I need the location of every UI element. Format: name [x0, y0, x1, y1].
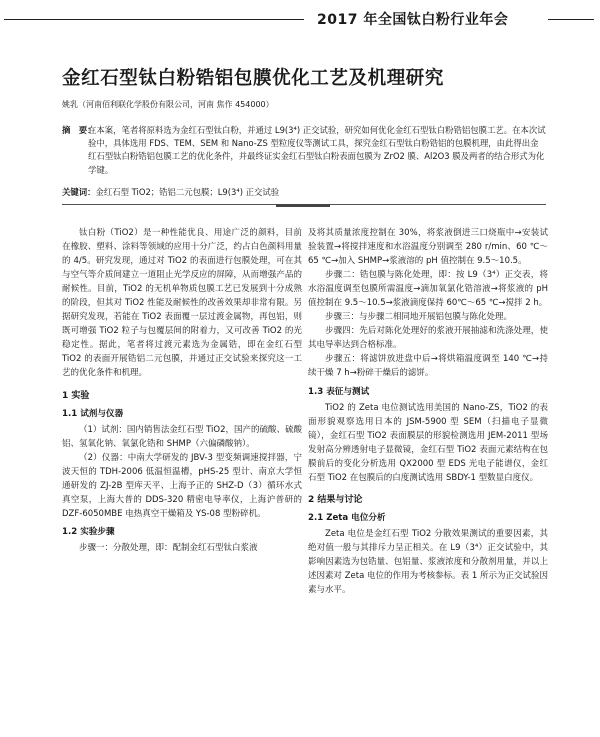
step1-continued: 及将其质量浓度控制在 30%，将浆液倒进三口烧瓶中→安装试验装置→将搅拌速度和水浴温度分别调至 280 r/min、60 ℃～65 ℃→加入 SHMP→浆液溶的 pH 值控制在 9.5～10.5。: [308, 228, 548, 267]
section-1-title: 1 实验: [62, 390, 90, 401]
abstract-label: 摘 要：: [62, 125, 96, 135]
left-column: [62, 226, 302, 555]
right-column: [308, 226, 548, 597]
divider-mark: [276, 204, 330, 207]
zeta-paragraph: Zeta 电位是金红石型 TiO2 分散效果测试的重要因素，其绝对值一般与其排斥力呈正相关。在 L9（3⁴）正交试验中，其影响因素选为包锆量、包铝量、浆液浓度和分散剂用量，并以上述因素对 Zeta 电位的作用为考核参标。表 1 所示为正交试验因素与水平。: [308, 528, 548, 596]
subsection-2-1-title: 2.1 Zeta 电位分析: [308, 512, 386, 523]
keywords-text: 金红石型 TiO2；锆铝二元包膜；L9(3⁴) 正交试验: [95, 187, 280, 197]
author-affiliation: 姚乳（河南佰利联化学股份有限公司，河南 焦作 454000）: [62, 100, 274, 109]
step1-paragraph: 步骤一：分散处理，即：配制金红石型钛白浆液: [79, 542, 258, 553]
paper-title: 金红石型钛白粉锆铝包膜优化工艺及机理研究: [62, 68, 445, 89]
step5-paragraph: 步骤五：将滤饼放进盘中后→将烘箱温度调至 140 ℃→持续干燥 7 h→粉碎干燥后的滤饼。: [308, 354, 548, 379]
section-divider: [62, 204, 546, 205]
header-rule-right: [548, 19, 594, 20]
conference-title: 2017 年全国钛白粉行业年会: [314, 9, 511, 29]
step3-paragraph: 步骤三：与步骤二相同地开展铝包膜与陈化处理。: [325, 312, 513, 323]
step2-paragraph: 步骤二：锆包膜与陈化处理，即：按 L9（3⁴）正交表，将水浴温度调至包膜所需温度→滴加氧氯化锆溶液→将浆液的 pH 值控制在 9.5～10.5→浆液滴度保持 60℃～65 ℃→搅拌 2 h。: [308, 270, 548, 309]
characterization-paragraph: TiO2 的 Zeta 电位测试选用美国的 Nano-ZS，TiO2 的表面形貌观察选用日本的 JSM-5900 型 SEM（扫描电子显微镜），金红石型 TiO2 表面膜层的形貌检测选用 JEM-2011 型场发射高分辨透射电子显微镜，金红石型 TiO2 表面元素结构在包膜前后的变化分析选用 QX2000 型 EDS 光电子能谱仪，金红石型 TiO2 在包膜后的白度测试选用 SBDY-1 型数显白度仪。: [308, 402, 548, 483]
keywords-label: 关键词：: [62, 187, 96, 197]
subsection-1-1-title: 1.1 试剂与仪器: [62, 408, 124, 419]
abstract-text: 在本案，笔者将原料选为金红石型钛白粉，并通过 L9(3⁴) 正交试验，研究如何优化金红石型钛白粉锆铝包膜工艺。在本次试验中，具体选用 FDS、TEM、SEM 和 Nano-ZS 型粒度仪等测试工具，探究金红石型钛白粉锆铝的包膜机理，由此得出金红石型钛白粉锆铝包膜工艺的优化条件，并最终证实金红石型钛白粉表面包膜为 ZrO2 膜、Al2O3 膜及两者的结合形式为化学键。: [88, 125, 546, 175]
subsection-1-2-title: 1.2 实验步骤: [62, 526, 115, 537]
abstract: [62, 124, 546, 177]
conference-header: [0, 7, 600, 29]
intro-paragraph: 钛白粉（TiO2）是一种性能优良、用途广泛的颜料，目前在橡胶、塑料、涂料等领域的应用十分广泛，约占白色颜料用量的 4/5。研究发现，通过对 TiO2 的表面进行包膜处理，可在其与空气等介质间建立一道阻止光学反应的屏障，从而增强产品的耐候性。目前，TiO2 的无机单物质包膜工艺已发展到十分成熟的阶段，但其对 TiO2 性能及耐候性的改善效果却非常有限。另据研究发现，若能在 TiO2 表面覆一层过渡金属物，再包铝，则既可增强 TiO2 粒子与包覆层间的附着力，又可改善 TiO2 的光稳定性。据此，笔者将过渡元素选为金属锆，即在金红石型 TiO2 的表面开展锆铝二元包膜，并通过正交试验来探究这一工艺的优化条件和机理。: [62, 228, 302, 379]
step4-paragraph: 步骤四：先后对陈化处理好的浆液开展抽滤和洗涤处理，使其电导率达到合格标准。: [308, 326, 548, 351]
keywords: [62, 186, 279, 198]
header-rule-left: [4, 19, 304, 20]
section-2-title: 2 结果与讨论: [308, 494, 363, 505]
reagents-paragraph: （1）试剂：国内销售法金红石型 TiO2，国产的硫酸、硫酸铝、氢氧化钠、氧氯化锆和 SHMP（六偏磷酸钠）。: [62, 424, 303, 449]
subsection-1-3-title: 1.3 表征与测试: [308, 386, 370, 397]
instruments-paragraph: （2）仪器：中南大学研发的 JBV-3 型变频调速搅拌器，宁波天恒的 TDH-2006 低温恒温槽，pHS-25 型计、南京大学恒通研发的 ZJ-2B 型库天平、上海予正的 SHZ-D（3）循环水式真空泵，上海大普的 DDS-320 精密电导率仪，上海沪普研的 DZF-6050MBE 电热真空干燥箱及 YS-08 型粉碎机。: [62, 452, 302, 519]
